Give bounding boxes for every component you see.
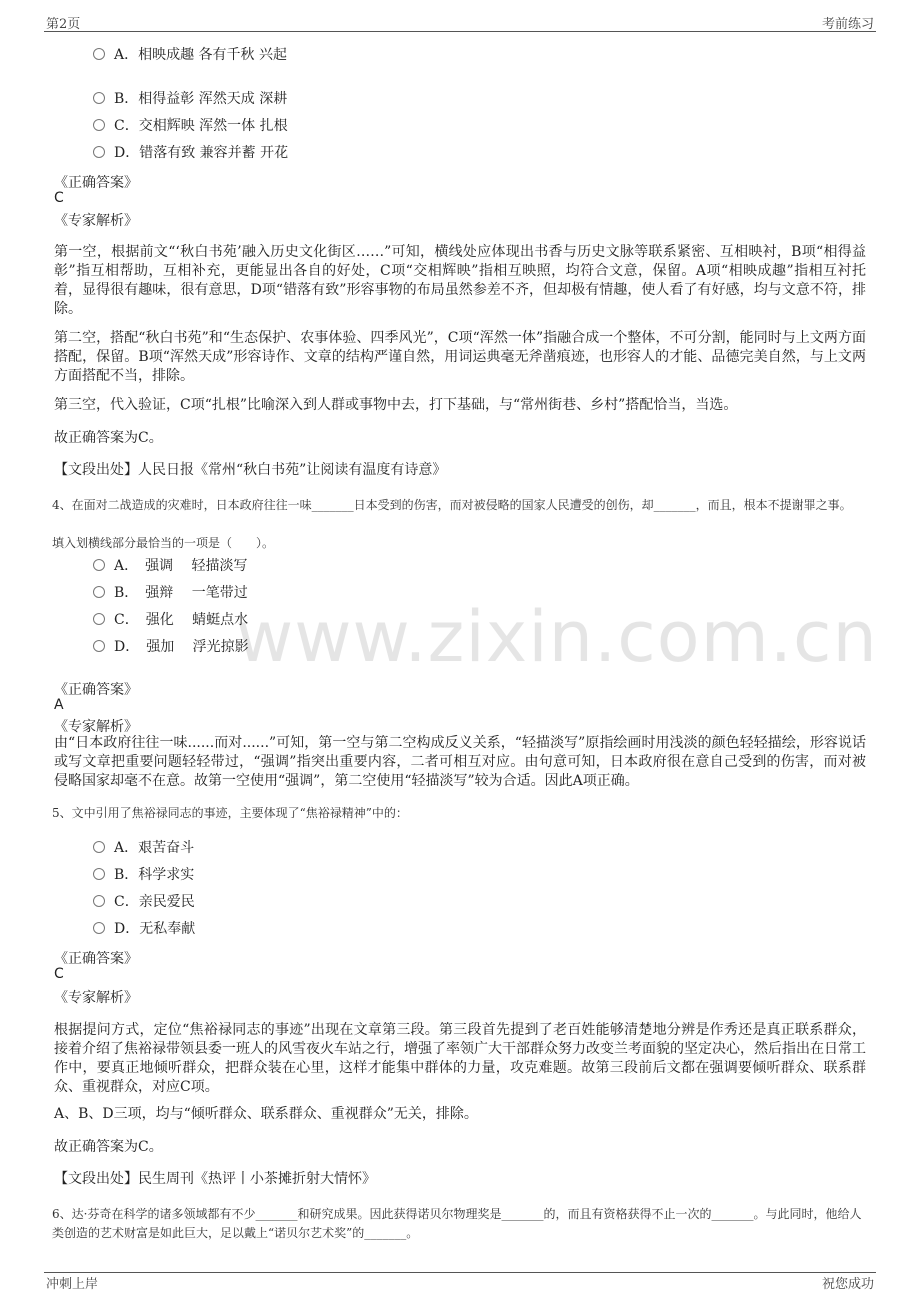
- q4-analysis: 由“日本政府往往一味......而对......”可知，第一空与第二空构成反义关系，“轻描淡写”原指绘画时用浅淡的颜色轻轻描绘，形容说话或写文章把重要问题轻轻带过，“强调”指突出重要内容，二者可相互对应。由句意可知，日本政府很在意自己受到的伤害，而对被侵略国家却毫不在意。故第一空使用“强调”，第二空使用“轻描淡写”较为合适。因此A项正确。: [54, 735, 866, 789]
- q4-stem: 4、在面对二战造成的灾难时，日本政府往往一味_______日本受到的伤害，而对被侵略的国家人民遭受的创伤，却_______，而且，根本不提谢罪之事。: [52, 498, 852, 512]
- header-divider: [44, 31, 876, 32]
- radio-icon[interactable]: [93, 559, 105, 571]
- radio-icon[interactable]: [93, 640, 105, 652]
- q4-analysis-label: 《专家解析》: [54, 719, 138, 735]
- header-title: 考前练习: [821, 17, 874, 32]
- q5-stem: 5、文中引用了焦裕禄同志的事迹，主要体现了“焦裕禄精神”中的：: [52, 806, 408, 820]
- q5-source: 【文段出处】民生周刊《热评丨小茶摊折射大情怀》: [54, 1171, 376, 1187]
- page-header: [0, 0, 920, 32]
- q5-analysis-p2: A、B、D三项，均与“倾听群众、联系群众、重视群众”无关，排除。: [54, 1106, 478, 1122]
- watermark: www.zixin.com.cn: [236, 596, 878, 678]
- q5-option-b[interactable]: B．科学求实: [93, 865, 194, 885]
- q5-answer-label: 《正确答案》: [54, 951, 138, 967]
- q3-answer-label: 《正确答案》: [54, 175, 138, 191]
- q5-option-c[interactable]: C．亲民爱民: [93, 892, 195, 912]
- q3-option-b[interactable]: B．相得益彰 浑然天成 深耕: [93, 89, 287, 109]
- q3-source: 【文段出处】人民日报《常州“秋白书苑”让阅读有温度有诗意》: [54, 462, 447, 478]
- q4-option-a[interactable]: A． 强调 轻描淡写: [93, 556, 248, 576]
- footer-left: 冲刺上岸: [46, 1277, 99, 1292]
- q4-answer: A: [54, 697, 64, 713]
- q3-option-d[interactable]: D．错落有致 兼容并蓄 开花: [93, 143, 288, 163]
- radio-icon[interactable]: [93, 895, 105, 907]
- q5-option-d[interactable]: D．无私奉献: [93, 919, 195, 939]
- q3-analysis-p1: 第一空，根据前文“‘秋白书苑’融入历史文化街区……”可知，横线处应体现出书香与历史文脉等联系紧密、互相映衬，B项“相得益彰”指互相帮助，互相补充，更能显出各自的好处，C项“交相辉映”指相互映照，均符合文意，保留。A项“相映成趣”指相互衬托着，显得很有趣味，很有意思，D项“错落有致”形容事物的布局虽然参差不齐，但却极有情趣，使人看了有好感，均与文意不符，排除。: [54, 244, 866, 317]
- q5-analysis-label: 《专家解析》: [54, 990, 138, 1006]
- radio-icon[interactable]: [93, 613, 105, 625]
- footer-right: 祝您成功: [821, 1277, 874, 1292]
- radio-icon[interactable]: [93, 586, 105, 598]
- q3-option-a[interactable]: A．相映成趣 各有千秋 兴起: [93, 45, 287, 65]
- q3-conclusion: 故正确答案为C。: [54, 430, 163, 446]
- radio-icon[interactable]: [93, 119, 105, 131]
- q5-conclusion: 故正确答案为C。: [54, 1139, 163, 1155]
- q5-answer: C: [54, 966, 64, 982]
- q4-answer-label: 《正确答案》: [54, 682, 138, 698]
- q4-option-d[interactable]: D． 强加 浮光掠影: [93, 637, 249, 657]
- footer-divider: [44, 1272, 876, 1273]
- radio-icon[interactable]: [93, 92, 105, 104]
- radio-icon[interactable]: [93, 868, 105, 880]
- q3-answer: C: [54, 190, 64, 206]
- q5-analysis-p1: 根据提问方式，定位“焦裕禄同志的事迹”出现在文章第三段。第三段首先提到了老百姓能够清楚地分辨是作秀还是真正联系群众，接着介绍了焦裕禄带领县委一班人的风雪夜火车站之行，增强了率领广大干部群众努力改变兰考面貌的坚定决心，然后指出在日常工作中，要真正地倾听群众，把群众装在心里，这样才能集中群体的力量，攻克难题。故第三段前后文都在强调要倾听群众、联系群众、重视群众，对应C项。: [54, 1022, 866, 1095]
- q4-option-b[interactable]: B． 强辩 一笔带过: [93, 583, 248, 603]
- q3-analysis-label: 《专家解析》: [54, 213, 138, 229]
- q5-option-a[interactable]: A．艰苦奋斗: [93, 838, 194, 858]
- page-number: 第2页: [46, 17, 81, 32]
- radio-icon[interactable]: [93, 48, 105, 60]
- radio-icon[interactable]: [93, 146, 105, 158]
- q3-analysis-p3: 第三空，代入验证，C项“扎根”比喻深入到人群或事物中去，打下基础，与“常州街巷、乡村”搭配恰当，当选。: [54, 397, 738, 413]
- q3-analysis-p2: 第二空，搭配“秋白书苑”和“生态保护、农事体验、四季风光”，C项“浑然一体”指融合成一个整体，不可分割，能同时与上文两方面搭配，保留。B项“浑然天成”形容诗作、文章的结构严谨自然，用词运典毫无斧凿痕迹，也形容人的才能、品德完美自然，与上文两方面搭配不当，排除。: [54, 330, 866, 384]
- q4-instruction: 填入划横线部分最恰当的一项是（ ）。: [52, 536, 275, 550]
- q4-option-c[interactable]: C． 强化 蜻蜓点水: [93, 610, 248, 630]
- radio-icon[interactable]: [93, 841, 105, 853]
- q3-option-c[interactable]: C．交相辉映 浑然一体 扎根: [93, 116, 288, 136]
- radio-icon[interactable]: [93, 922, 105, 934]
- q6-stem: 6、达·芬奇在科学的诸多领域都有不少_______和研究成果。因此获得诺贝尔物理奖是_______的，而且有资格获得不止一次的_______。与此同时，他给人类创造的艺术财富是如此巨大，足以戴上“诺贝尔艺术奖”的_______。: [52, 1207, 862, 1240]
